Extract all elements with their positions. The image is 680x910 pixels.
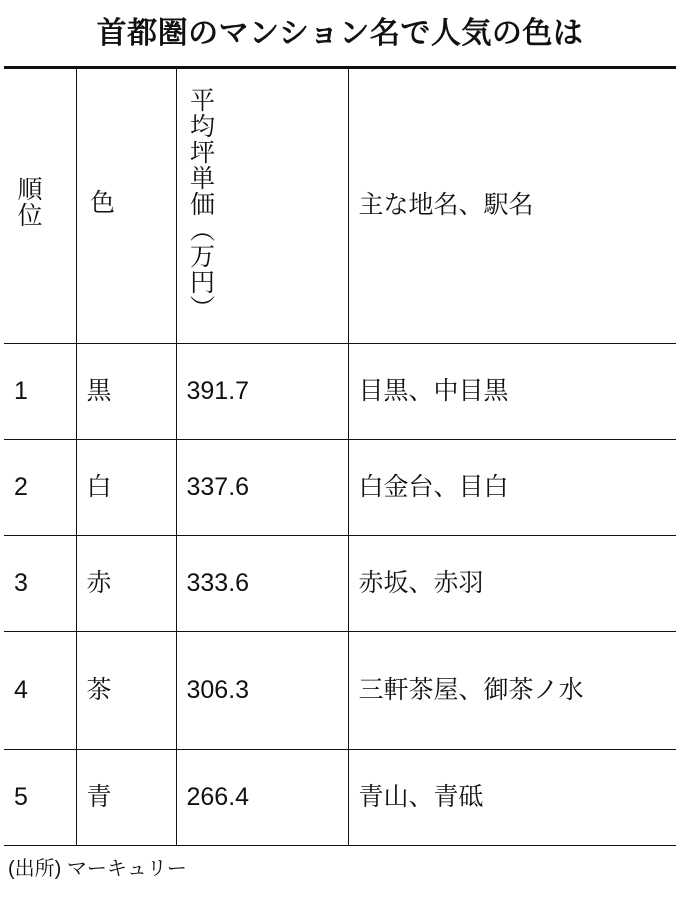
- cell-places: 三軒茶屋、御茶ノ水: [348, 632, 676, 750]
- cell-rank: 1: [4, 344, 76, 440]
- column-header-price: [176, 69, 348, 344]
- table-header: [4, 69, 676, 344]
- cell-rank: 2: [4, 440, 76, 536]
- cell-price: 333.6: [176, 536, 348, 632]
- cell-places: 目黒、中目黒: [348, 344, 676, 440]
- cell-color: 茶: [76, 632, 176, 750]
- cell-rank: 3: [4, 536, 76, 632]
- column-header-color-label: 色: [86, 188, 115, 215]
- column-header-places: [348, 69, 676, 344]
- table-row: [4, 536, 676, 632]
- cell-color: 白: [76, 440, 176, 536]
- cell-price: 337.6: [176, 440, 348, 536]
- column-header-rank-label: 順位: [14, 175, 42, 228]
- cell-places: 青山、青砥: [348, 750, 676, 846]
- cell-color: 青: [76, 750, 176, 846]
- cell-rank: 4: [4, 632, 76, 750]
- source-note: (出所) マーキュリー: [8, 858, 187, 880]
- table-row: [4, 344, 676, 440]
- table-row: [4, 632, 676, 750]
- column-header-rank: [4, 69, 76, 344]
- column-header-color: [76, 69, 176, 344]
- ranking-table: [4, 69, 676, 846]
- cell-places: 赤坂、赤羽: [348, 536, 676, 632]
- cell-rank: 5: [4, 750, 76, 846]
- cell-places: 白金台、目白: [348, 440, 676, 536]
- column-header-places-label: 主な地名、駅名: [358, 191, 534, 220]
- page-title: 首都圏のマンション名で人気の色は: [96, 17, 584, 50]
- cell-color: 黒: [76, 344, 176, 440]
- table-body: [4, 344, 676, 846]
- table-row: [4, 750, 676, 846]
- cell-price: 306.3: [176, 632, 348, 750]
- table-header-row: [4, 69, 676, 344]
- cell-price: 391.7: [176, 344, 348, 440]
- table-row: [4, 440, 676, 536]
- cell-color: 赤: [76, 536, 176, 632]
- column-header-price-label: 平均坪単価（万円）: [186, 86, 215, 321]
- cell-price: 266.4: [176, 750, 348, 846]
